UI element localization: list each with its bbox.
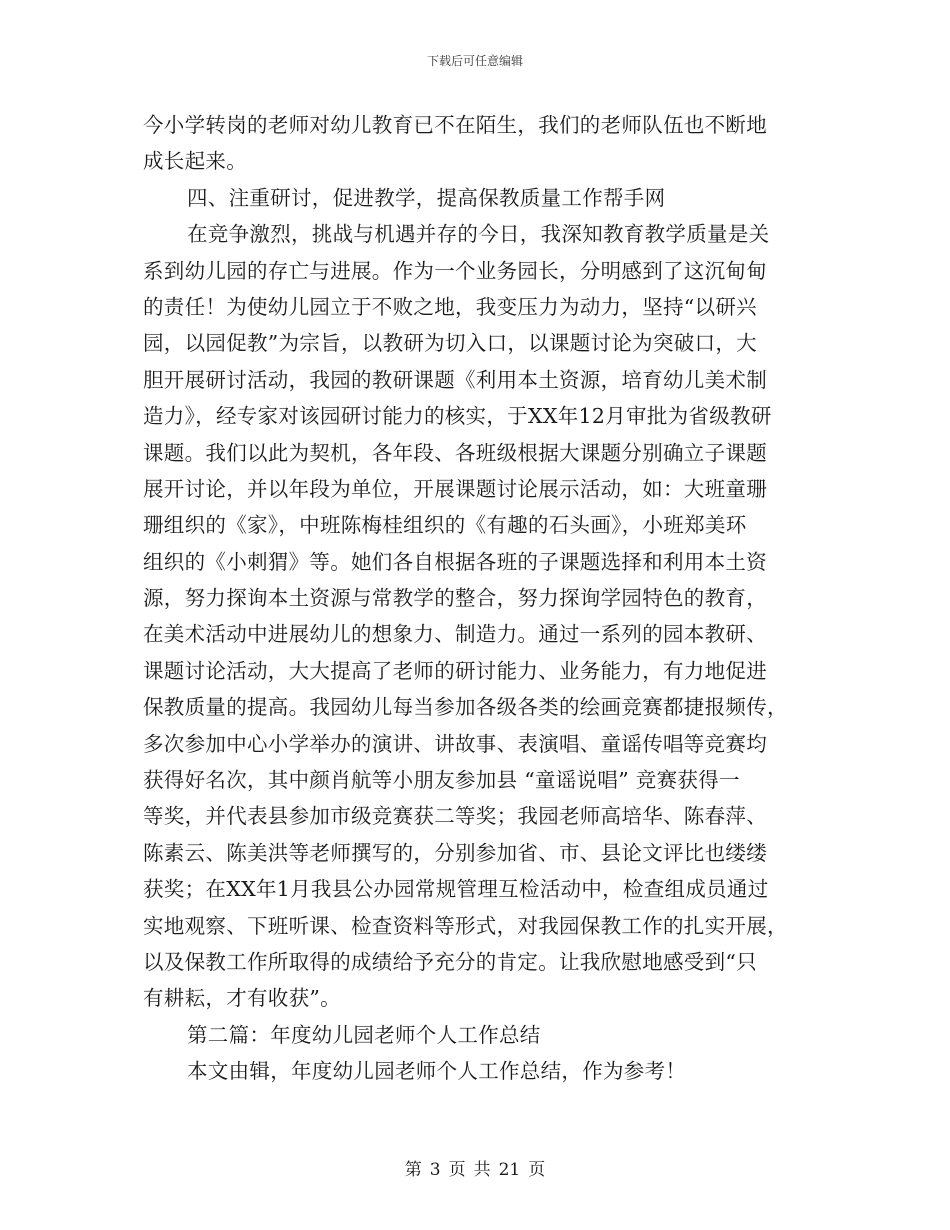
page-footer bbox=[0, 1155, 950, 1180]
paragraph-line: 在竞争激烈，挑战与机遇并存的今日，我深知教育教学质量是关 bbox=[187, 222, 770, 247]
paragraph-line: 获得好名次，其中颜肖航等小朋友参加县 “童谣说唱” 竞赛获得一 bbox=[143, 768, 740, 793]
section-heading: 四、注重研讨，促进教学，提高保教质量工作帮手网 bbox=[187, 185, 666, 210]
paragraph-line: 珊组织的《家》，中班陈梅桂组织的《有趣的石头画》，小班郑美环 bbox=[143, 513, 747, 538]
section-heading: 第二篇：年度幼儿园老师个人工作总结 bbox=[187, 1022, 541, 1047]
paragraph-line: 在美术活动中进展幼儿的想象力、制造力。通过一系列的园本教研、 bbox=[143, 622, 767, 647]
total-pages-number: 21 bbox=[498, 1160, 521, 1180]
paragraph-line: 造力》，经专家对该园研讨能力的核实，于XX年12月审批为省级教研 bbox=[143, 404, 772, 429]
paragraph-line: 园，以园促教”为宗旨，以教研为切入口，以课题讨论为突破口，大 bbox=[143, 331, 757, 356]
paragraph-line: 保教质量的提高。我园幼儿每当参加各级各类的绘画竞赛都捷报频传， bbox=[143, 695, 788, 720]
page-label-prefix: 第 bbox=[404, 1160, 422, 1180]
page-label-suffix: 页 bbox=[528, 1160, 546, 1180]
paragraph-line: 多次参加中心小学举办的演讲、讲故事、表演唱、童谣传唱等竞赛均 bbox=[143, 731, 767, 756]
current-page-number: 3 bbox=[429, 1160, 441, 1180]
paragraph-line: 陈素云、陈美洪等老师撰写的，分别参加省、市、县论文评比也缕缕 bbox=[143, 840, 767, 865]
paragraph-line: 今小学转岗的老师对幼儿教育已不在陌生，我们的老师队伍也不断地 bbox=[143, 113, 767, 137]
paragraph-line: 有耕耘，才有收获”。 bbox=[143, 986, 341, 1011]
paragraph-line: 本文由辑，年度幼儿园老师个人工作总结，作为参考！ bbox=[187, 1059, 687, 1084]
paragraph-line: 组织的《小刺猬》等。她们各自根据各班的子课题选择和利用本土资 bbox=[143, 549, 767, 574]
paragraph-line: 的责任！为使幼儿园立于不败之地，我变压力为动力，坚持“以研兴 bbox=[143, 294, 757, 319]
page-label-mid2: 共 bbox=[473, 1160, 491, 1180]
document-body bbox=[143, 107, 813, 1090]
paragraph-line: 实地观察、下班听课、检查资料等形式，对我园保教工作的扎实开展， bbox=[143, 913, 788, 938]
paragraph-line: 系到幼儿园的存亡与进展。作为一个业务园长，分明感到了这沉甸甸 bbox=[143, 258, 767, 283]
paragraph-line: 以及保教工作所取得的成绩给予充分的肯定。让我欣慰地感受到“只 bbox=[143, 949, 757, 974]
paragraph-line: 等奖，并代表县参加市级竞赛获二等奖；我园老师高培华、陈春萍、 bbox=[143, 804, 767, 829]
page-label-mid1: 页 bbox=[448, 1160, 466, 1180]
paragraph-line: 源，努力探询本土资源与常教学的整合，努力探询学园特色的教育， bbox=[143, 586, 767, 611]
page-header: 下载后可任意编辑 bbox=[426, 54, 523, 68]
paragraph-line: 课题。我们以此为契机，各年段、各班级根据大课题分别确立子课题 bbox=[143, 440, 767, 465]
paragraph-line: 成长起来。 bbox=[143, 149, 247, 174]
paragraph-line: 展开讨论，并以年段为单位，开展课题讨论展示活动，如：大班童珊 bbox=[143, 476, 767, 501]
paragraph-line: 胆开展研讨活动，我园的教研课题《利用本土资源，培育幼儿美术制 bbox=[143, 367, 767, 392]
paragraph-line: 获奖；在XX年1月我县公办园常规管理互检活动中，检查组成员通过 bbox=[143, 877, 769, 902]
paragraph-line: 课题讨论活动，大大提高了老师的研讨能力、业务能力，有力地促进 bbox=[143, 658, 767, 683]
